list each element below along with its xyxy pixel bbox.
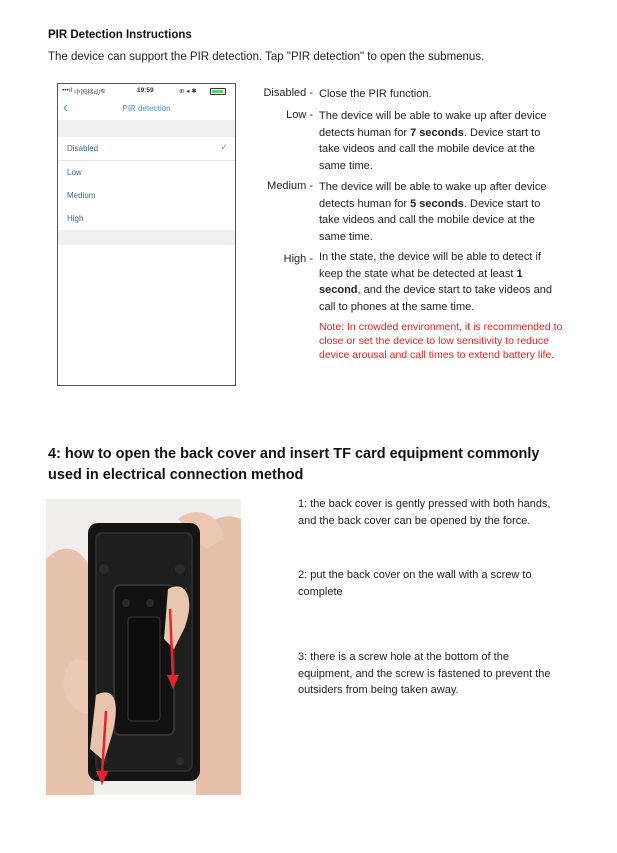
device-back-cover-photo xyxy=(46,499,241,795)
phone-status-bar xyxy=(58,84,235,98)
back-chevron-icon[interactable]: ‹ xyxy=(63,99,68,116)
step-2-text: 2: put the back cover on the wall with a screw to complete xyxy=(298,569,532,598)
phone-screen-title: PIR detection xyxy=(122,104,171,113)
battery-note: Note: In crowded environment, it is recommended to close or set the device to low sensitivity to reduce device arousal and call times to extend battery life. xyxy=(319,321,563,361)
pir-option-low[interactable] xyxy=(58,161,235,185)
phone-nav-bar xyxy=(58,98,235,120)
definition-desc-low: The device will be able to wake up after device detects human for 7 seconds. Device start to take videos and call the mobile device at the same time. xyxy=(319,110,547,172)
wifi-icon: ≋ xyxy=(100,88,106,95)
step-1-text: 1: the back cover is gently pressed with both hands, and the back cover can be opened by the force. xyxy=(298,498,551,527)
section4-heading: 4: how to open the back cover and insert TF card equipment commonly used in electrical connection method xyxy=(48,446,540,483)
definition-term-low: Low - xyxy=(286,109,313,121)
pir-intro-text: The device can support the PIR detection. Tap "PIR detection" to open the submenus. xyxy=(48,51,485,63)
phone-screenshot xyxy=(57,83,236,386)
status-icons: ⊕ ◂ ✱ xyxy=(179,88,197,95)
signal-icon: •••ıl xyxy=(62,87,73,94)
checkmark-icon: ✓ xyxy=(220,142,228,152)
pir-option-disabled[interactable] xyxy=(58,137,235,161)
pir-option-high[interactable] xyxy=(58,207,235,231)
pir-option-label: Low xyxy=(67,168,82,177)
status-time: 19:59 xyxy=(137,87,154,94)
definition-desc-medium: The device will be able to wake up after device detects human for 5 seconds. Device start to take videos and call the mobile device at the same time. xyxy=(319,181,547,243)
pir-section-heading: PIR Detection Instructions xyxy=(48,29,192,41)
definition-term-disabled: Disabled - xyxy=(263,87,313,99)
pir-option-label: Disabled xyxy=(67,144,99,153)
pir-option-label: High xyxy=(67,214,84,223)
status-carrier: 中国移动 xyxy=(74,89,100,96)
pir-option-medium[interactable] xyxy=(58,184,235,208)
definition-desc-high: In the state, the device will be able to detect if keep the state what be detected at least 1 second, and the device start to take videos and call to phones at the same time. xyxy=(319,251,552,313)
hands-holding-device-illustration xyxy=(46,499,241,795)
step-3-text: 3: there is a screw hole at the bottom of the equipment, and the screw is fastened to prevent the outsiders from being taken away. xyxy=(298,651,551,696)
pir-option-label: Medium xyxy=(67,191,96,200)
definition-desc-disabled: Close the PIR function. xyxy=(319,88,432,100)
definition-term-medium: Medium - xyxy=(267,180,313,192)
phone-list-bottom-gap xyxy=(58,230,235,245)
definition-term-high: High - xyxy=(283,253,313,265)
